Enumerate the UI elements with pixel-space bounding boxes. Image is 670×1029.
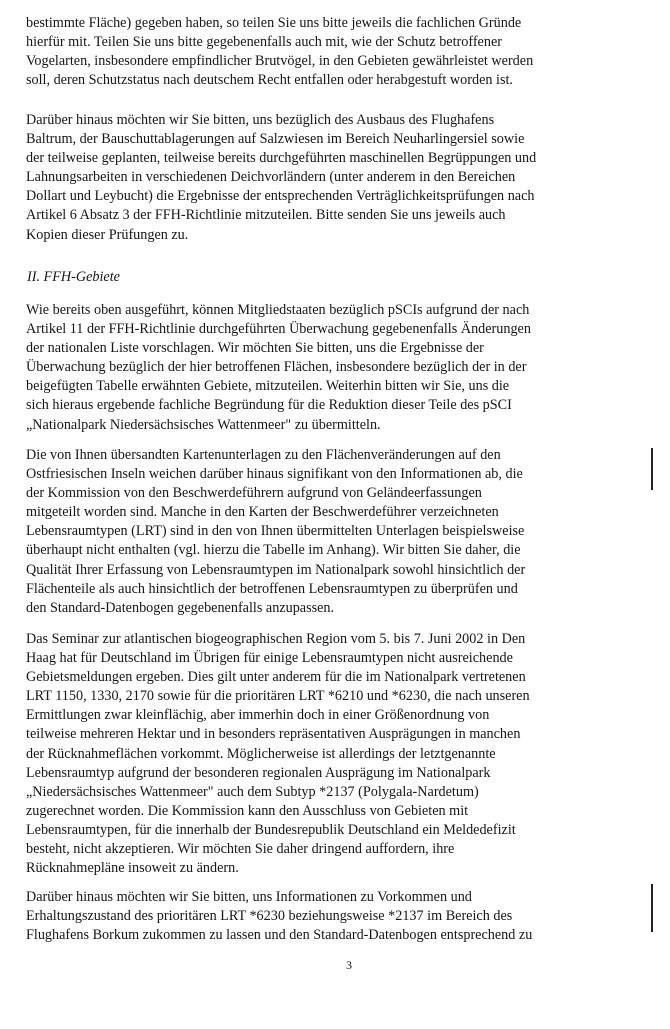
text-line: sich hieraus ergebende fachliche Begründung für die Reduktion dieser Teile des pSCI	[26, 397, 512, 414]
text-line: hierfür mit. Teilen Sie uns bitte gegebenenfalls auch mit, wie der Schutz betroffener	[26, 34, 502, 51]
text-line: Artikel 11 der FFH-Richtlinie durchgeführten Überwachung gegebenenfalls Änderungen	[26, 321, 531, 338]
text-line: Lebensraumtypen (LRT) sind in den von Ihnen übermittelten Unterlagen beispielsweise	[26, 523, 525, 540]
text-line: Haag hat für Deutschland im Übrigen für einige Lebensraumtypen nicht ausreichende	[26, 650, 513, 667]
margin-change-bar	[651, 884, 653, 932]
text-line: soll, deren Schutzstatus nach deutschem Recht entfallen oder herabgestuft worden ist.	[26, 72, 513, 89]
text-line: beigefügten Tabelle erwähnten Gebiete, mitzuteilen. Weiterhin bitten wir Sie, uns die	[26, 378, 510, 395]
text-line: Darüber hinaus möchten wir Sie bitten, uns bezüglich des Ausbaus des Flughafens	[26, 112, 495, 128]
text-line: der Rücknahmeflächen vorkommt. Möglicherweise ist allerdings der letztgenannte	[26, 745, 496, 762]
text-line: Darüber hinaus möchten wir Sie bitten, uns Informationen zu Vorkommen und	[26, 889, 472, 905]
text-line: bestimmte Fläche) gegeben haben, so teilen Sie uns bitte jeweils die fachlichen Gründe	[26, 15, 522, 31]
text-line: Dollart und Leybucht) die Ergebnisse der entsprechenden Verträglichkeitsprüfungen nach	[26, 188, 535, 205]
text-line: Flughafens Borkum zukommen zu lassen und den Standard-Datenbogen entsprechend zu	[26, 927, 533, 944]
text-line: Flächenteile als auch hinsichtlich der betroffenen Lebensraumtypen zu überprüfen und	[26, 580, 518, 597]
text-line: der nationalen Liste vorschlagen. Wir möchten Sie bitten, uns die Ergebnisse der	[26, 340, 484, 357]
text-line: überhaupt nicht enthalten (vgl. hierzu die Tabelle im Anhang). Wir bitten Sie daher, die	[26, 542, 521, 559]
text-line: der teilweise geplanten, teilweise bereits durchgeführten maschinellen Begrüppungen und	[26, 150, 537, 167]
text-line: besteht, nicht akzeptieren. Wir möchten Sie daher dringend auffordern, ihre	[26, 841, 455, 858]
text-line: „Nationalpark Niedersächsisches Wattenmeer" zu übermitteln.	[26, 416, 381, 433]
text-line: teilweise mehreren Hektar und in besonders repräsentativen Ausprägungen in manchen	[26, 726, 521, 743]
paragraph-4	[26, 446, 628, 618]
paragraph-6	[26, 888, 628, 945]
text-line: Artikel 6 Absatz 3 der FFH-Richtlinie mitzuteilen. Bitte senden Sie uns jeweils auch	[26, 207, 506, 224]
text-line: Lebensraumtyp aufgrund der besonderen regionalen Ausprägung im Nationalpark	[26, 764, 491, 781]
text-line: mitgeteilt worden sind. Manche in den Karten der Beschwerdeführer verzeichneten	[26, 504, 499, 521]
text-line: Rücknahmepläne insoweit zu ändern.	[26, 860, 239, 877]
margin-change-bar	[651, 448, 653, 490]
text-line: Ermittlungen zwar kleinflächig, aber immerhin doch in einer Größenordnung von	[26, 707, 490, 724]
text-line: zugerechnet worden. Die Kommission kann den Ausschluss von Gebieten mit	[26, 802, 469, 819]
paragraph-3	[26, 301, 628, 435]
text-line: Gebietsmeldungen ergeben. Dies gilt unter anderem für die im Nationalpark vertretenen	[26, 669, 526, 686]
paragraph-1	[26, 14, 628, 90]
section-heading: II. FFH-Gebiete	[27, 269, 120, 285]
text-line: Kopien dieser Prüfungen zu.	[26, 226, 189, 243]
page-number: 3	[346, 958, 352, 972]
text-line: Lebensraumtypen, für die innerhalb der Bundesrepublik Deutschland ein Meldedefizit	[26, 821, 516, 838]
text-line: Baltrum, der Bauschuttablagerungen auf Salzwiesen im Bereich Neuharlingersiel sowie	[26, 131, 525, 148]
text-line: Erhaltungszustand des prioritären LRT *6230 beziehungsweise *2137 im Bereich des	[26, 908, 513, 925]
text-line: „Niedersächsisches Wattenmeer" auch dem Subtyp *2137 (Polygala-Nardetum)	[26, 783, 479, 800]
text-line: Die von Ihnen übersandten Kartenunterlagen zu den Flächenveränderungen auf den	[26, 447, 501, 463]
paragraph-2	[26, 111, 628, 245]
text-line: Überwachung bezüglich der hier betroffenen Flächen, insbesondere bezüglich der in der	[26, 359, 527, 376]
text-line: LRT 1150, 1330, 2170 sowie für die prioritären LRT *6210 und *6230, die nach unseren	[26, 688, 530, 705]
text-line: Das Seminar zur atlantischen biogeographischen Region vom 5. bis 7. Juni 2002 in Den	[26, 631, 526, 647]
text-line: Qualität Ihrer Erfassung von Lebensraumtypen im Nationalpark sowohl hinsichtlich der	[26, 561, 526, 578]
text-line: Wie bereits oben ausgeführt, können Mitgliedstaaten bezüglich pSCIs aufgrund der nach	[26, 302, 530, 318]
text-line: Vogelarten, insbesondere empfindlicher Brutvögel, in den Gebieten gewährleistet werden	[26, 53, 534, 70]
paragraph-5	[26, 630, 628, 878]
text-line: Lahnungsarbeiten in verschiedenen Deichvorländern (unter anderem in den Bereichen	[26, 169, 516, 186]
text-line: Ostfriesischen Inseln weichen darüber hinaus signifikant von den Informationen ab, die	[26, 466, 523, 483]
text-line: den Standard-Datenbogen gegebenenfalls anzupassen.	[26, 599, 335, 616]
text-line: der Kommission von den Beschwerdeführern aufgrund von Geländeerfassungen	[26, 485, 482, 502]
